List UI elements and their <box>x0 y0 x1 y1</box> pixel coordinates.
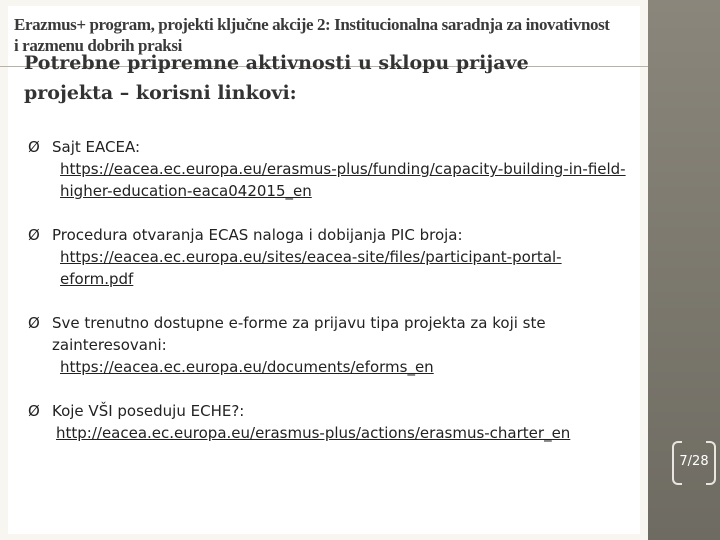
page-number <box>672 441 716 483</box>
slide-title: Potrebne pripremne aktivnosti u sklopu prijave projekta – korisni linkovi: <box>24 52 529 104</box>
bullet-item <box>28 312 628 378</box>
bullet-label: Sajt EACEA: <box>52 138 141 156</box>
eche-link[interactable]: http://eacea.ec.europa.eu/erasmus-plus/actions/erasmus-charter_en <box>56 424 571 442</box>
left-bracket-icon <box>672 441 682 485</box>
arrow-bullet-icon: Ø <box>28 314 40 332</box>
ecas-pic-link[interactable]: https://eacea.ec.europa.eu/sites/eacea-site/files/participant-portal-eform.pdf <box>60 248 562 288</box>
bullet-item <box>28 136 628 202</box>
slide-header: Erazmus+ program, projekti ključne akcije 2: Institucionalna saradnja za inovativnost i razmenu dobrih praksi <box>14 15 610 55</box>
eacea-site-link[interactable]: https://eacea.ec.europa.eu/erasmus-plus/funding/capacity-building-in-field-higher-education-eaca042015_en <box>60 160 626 200</box>
bullet-label: Sve trenutno dostupne e-forme za prijavu tipa projekta za koji ste zainteresovani: <box>52 314 546 354</box>
arrow-bullet-icon: Ø <box>28 138 40 156</box>
bullet-item <box>28 224 628 290</box>
bullet-item <box>28 400 628 444</box>
bullet-list <box>28 136 628 444</box>
right-bracket-icon <box>706 441 716 485</box>
eforms-link[interactable]: https://eacea.ec.europa.eu/documents/eforms_en <box>60 358 434 376</box>
arrow-bullet-icon: Ø <box>28 402 40 420</box>
page-number-text: 7/28 <box>679 454 709 469</box>
bullet-label: Procedura otvaranja ECAS naloga i dobijanja PIC broja: <box>52 226 463 244</box>
bullet-label: Koje VŠI poseduju ECHE?: <box>52 402 245 420</box>
arrow-bullet-icon: Ø <box>28 226 40 244</box>
